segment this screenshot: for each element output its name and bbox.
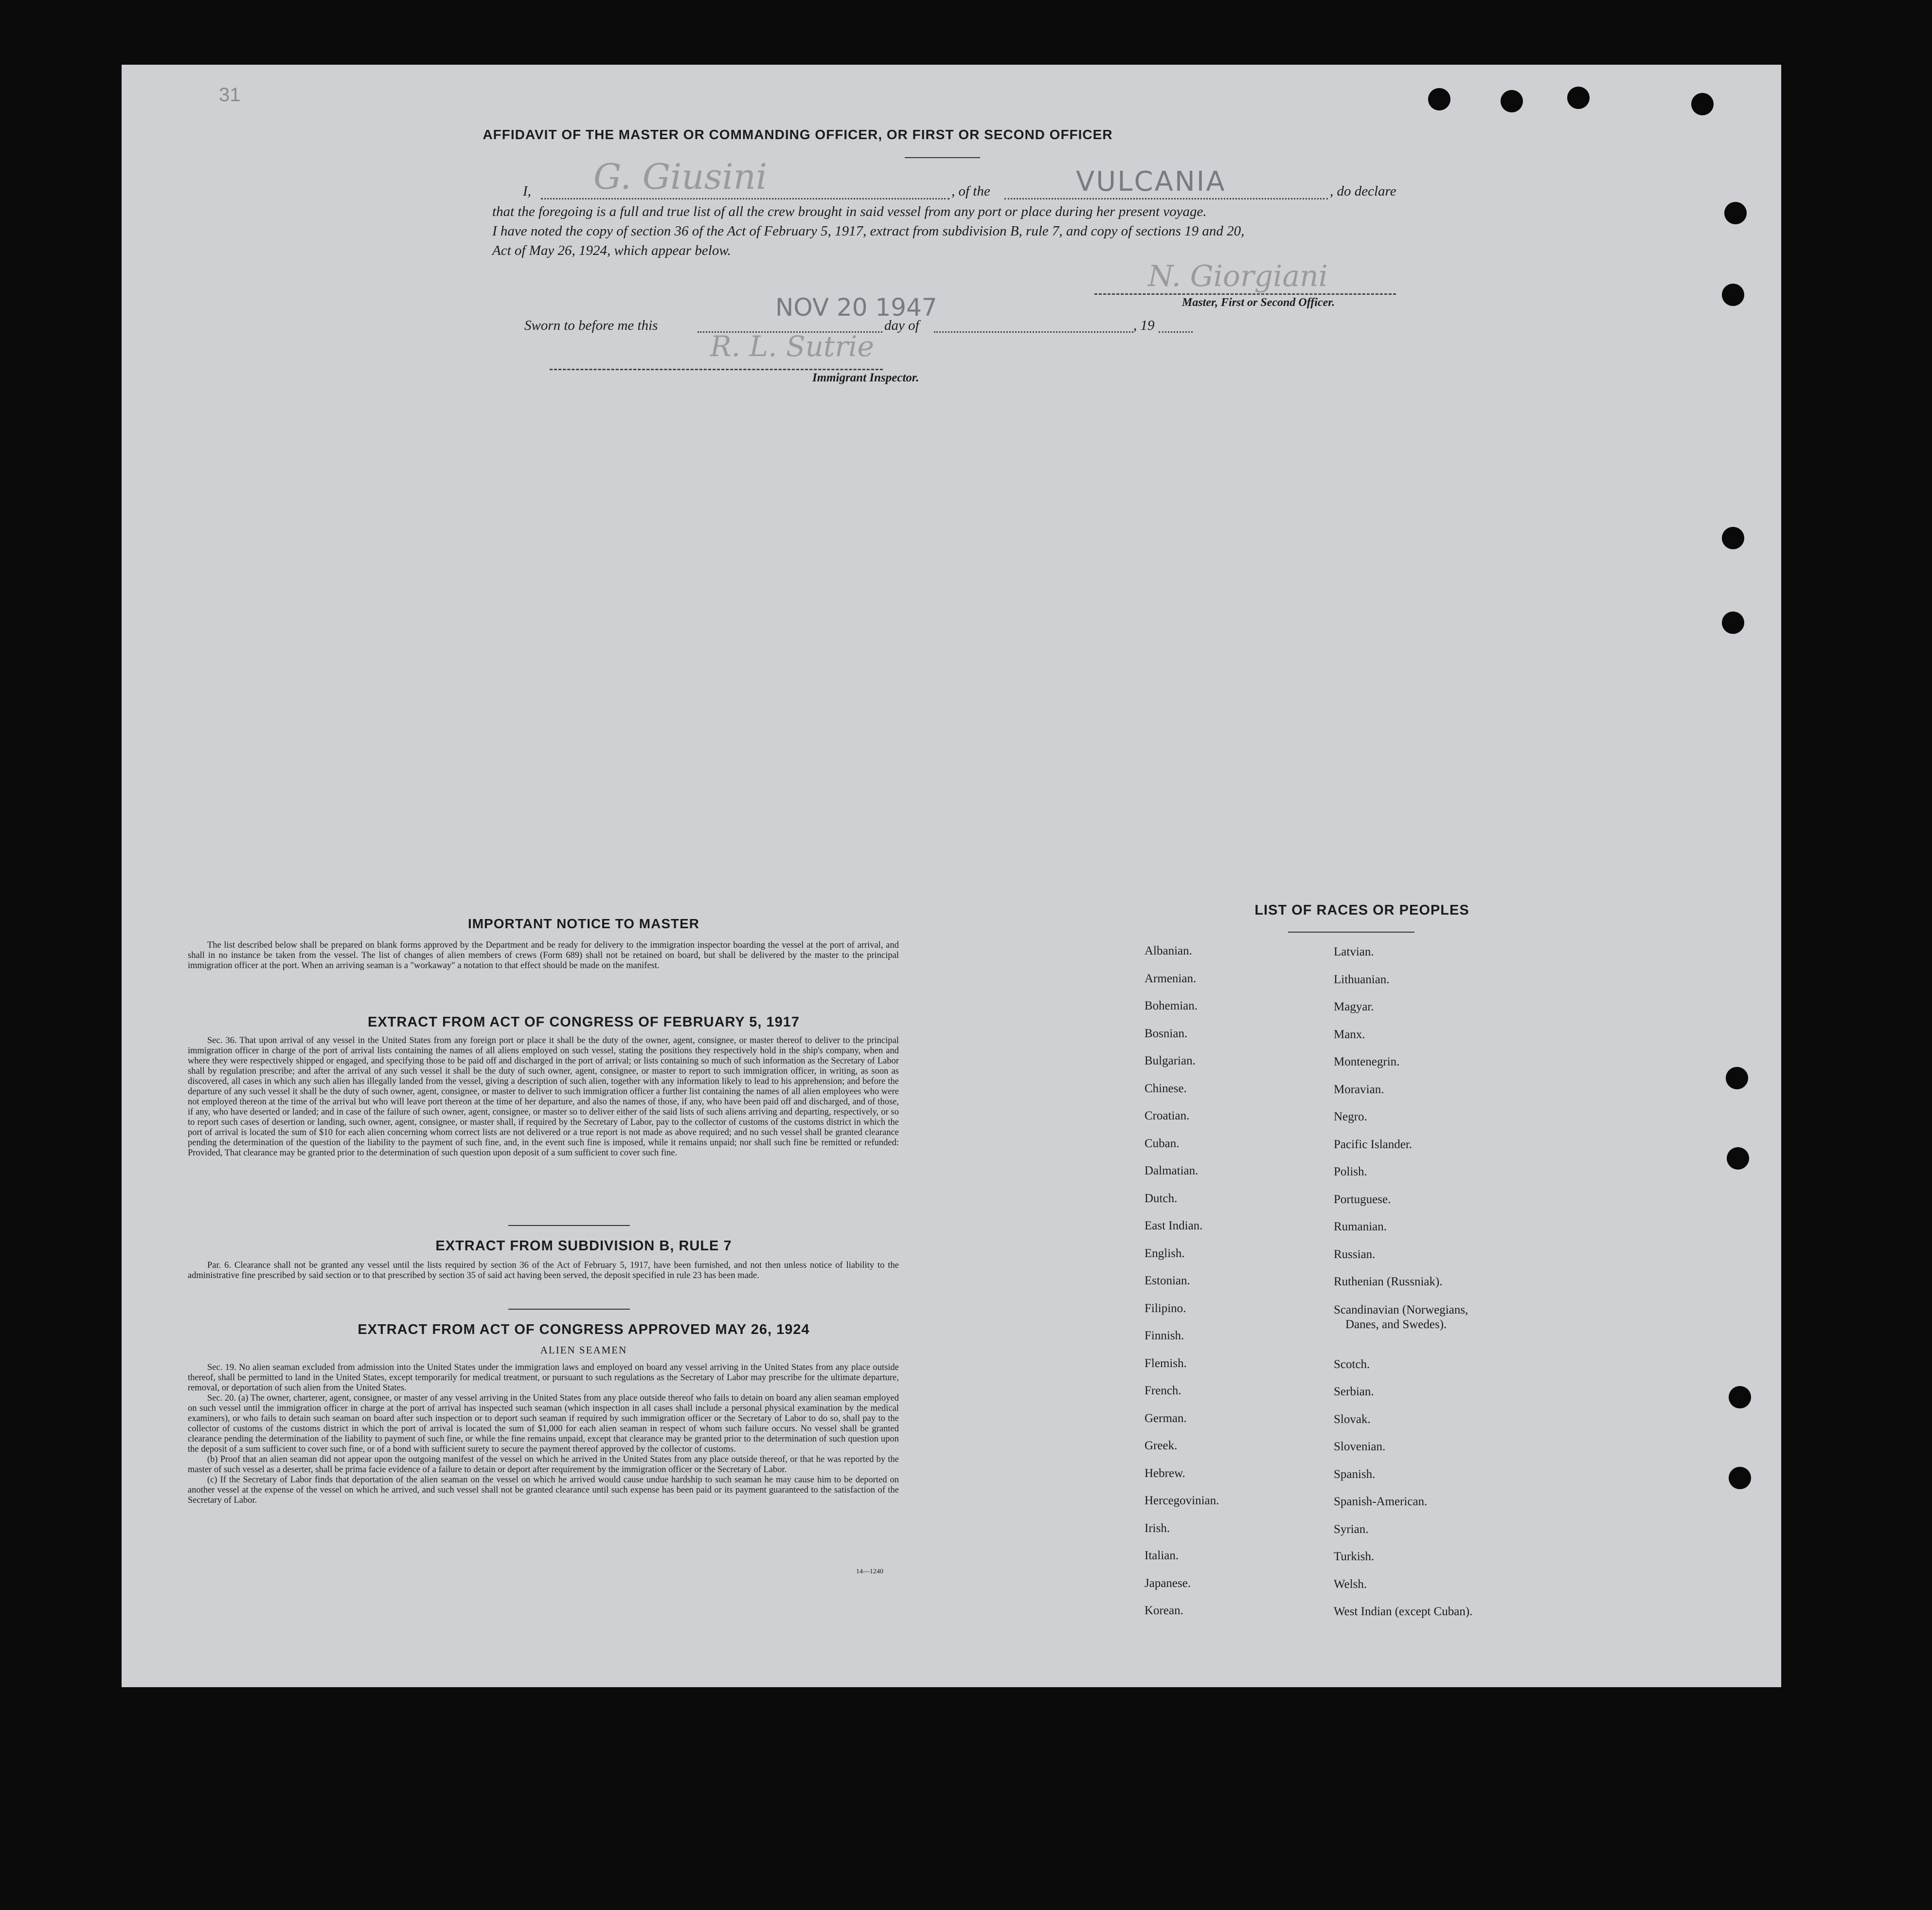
- race-item: Turkish.: [1334, 1550, 1375, 1563]
- race-item: Estonian.: [1145, 1274, 1190, 1287]
- race-item: Hebrew.: [1145, 1466, 1185, 1480]
- inspector-signature: R. L. Sutrie: [710, 330, 874, 363]
- binder-hole: [1729, 1467, 1751, 1489]
- races-heading: LIST OF RACES OR PEOPLES: [1254, 902, 1469, 918]
- race-item: Bulgarian.: [1145, 1054, 1196, 1067]
- sworn-label: Sworn to before me this: [524, 318, 658, 333]
- sec20c-paragraph: (c) If the Secretary of Labor finds that deportation of the alien seaman on the vessel on which he arrived would cause undue hardship to such seaman he may cause him to be deported on another vessel at the expense of the vessel on which he arrived, and such vessel shall not be granted clearance until such expense has been paid or its payment guaranteed to the satisfaction of the Secretary of Labor.: [188, 1475, 899, 1505]
- year-line: [1159, 331, 1193, 333]
- race-item: Hercegovinian.: [1145, 1494, 1219, 1507]
- day-of-label: day of: [884, 318, 919, 333]
- race-item: Korean.: [1145, 1604, 1183, 1617]
- races-col2: [1334, 945, 1472, 1633]
- affidavit-body-line3: Act of May 26, 1924, which appear below.: [492, 243, 731, 258]
- date-stamp: NOV 20 1947: [775, 293, 937, 322]
- subdivision-b-heading: EXTRACT FROM SUBDIVISION B, RULE 7: [435, 1238, 732, 1254]
- divider: [508, 1225, 630, 1226]
- binder-hole: [1726, 1067, 1748, 1089]
- affidavit-heading: AFFIDAVIT OF THE MASTER OR COMMANDING OFFICER, OR FIRST OR SECOND OFFICER: [483, 127, 1113, 142]
- race-item: East Indian.: [1145, 1219, 1203, 1232]
- binder-hole: [1501, 90, 1523, 112]
- race-item: Serbian.: [1334, 1385, 1374, 1398]
- of-the-label: , of the: [951, 183, 990, 199]
- notice-paragraph: The list described below shall be prepared on blank forms approved by the Department and be ready for delivery to the immigration inspector boarding the vessel at the port of arrival, and shall in no instance be taken from the vessel. The list of changes of alien members of crews (Form 689) shall not be retained on board, but shall be delivered by the master to the principal immigration officer at the port. When an arriving seaman is a "workaway" a notation to that effect should be made on the manifest.: [188, 940, 899, 971]
- extract-1924-heading: EXTRACT FROM ACT OF CONGRESS APPROVED MAY 26, 1924: [358, 1322, 810, 1337]
- race-item: Finnish.: [1145, 1329, 1184, 1342]
- binder-hole: [1428, 88, 1450, 110]
- race-item: Japanese.: [1145, 1576, 1191, 1590]
- inspector-sign-line: [550, 369, 883, 370]
- race-item: Dutch.: [1145, 1191, 1178, 1205]
- par6-paragraph: Par. 6. Clearance shall not be granted any vessel until the lists required by section 36 of the Act of February 5, 1917, have been furnished, and not then unless notice of liability to the administrative fine prescribed by said section or to that prescribed by section 35 of said act having been served, the deposit specified in rule 23 has been made.: [188, 1261, 899, 1280]
- binder-hole: [1567, 87, 1590, 109]
- race-item: Dalmatian.: [1145, 1164, 1199, 1177]
- race-item: Slovenian.: [1334, 1440, 1386, 1453]
- race-item: Latvian.: [1334, 945, 1374, 958]
- race-item: Manx.: [1334, 1027, 1365, 1041]
- race-item: Cuban.: [1145, 1136, 1180, 1150]
- divider: [508, 1309, 630, 1310]
- race-item: Syrian.: [1334, 1522, 1369, 1536]
- divider: [905, 157, 980, 158]
- race-item: Rumanian.: [1334, 1220, 1387, 1233]
- extract-1924-text: [188, 1363, 899, 1506]
- race-item: Polish.: [1334, 1165, 1367, 1178]
- race-item: Albanian.: [1145, 944, 1192, 957]
- signer-signature: G. Giusini: [593, 156, 768, 197]
- form-number: 14—1240: [856, 1568, 883, 1575]
- race-item: Irish.: [1145, 1521, 1170, 1535]
- binder-hole: [1722, 612, 1744, 634]
- binder-hole: [1724, 202, 1747, 224]
- race-item: Italian.: [1145, 1549, 1179, 1562]
- race-item-line: Danes, and Swedes).: [1345, 1317, 1447, 1331]
- race-item: Scotch.: [1334, 1357, 1370, 1371]
- race-item: West Indian (except Cuban).: [1334, 1605, 1473, 1618]
- divider: [1288, 932, 1414, 933]
- sec19-paragraph: Sec. 19. No alien seaman excluded from admission into the United States under the immigration laws and employed on board any vessel arriving in the United States from any place outside thereof, shall be permitted to land in the United States, except temporarily for medical treatment, or pursuant to such regulations as the Secretary of Labor may prescribe for the ultimate departure, removal, or deportation of such alien from the United States.: [188, 1363, 899, 1393]
- race-item-line: Scandinavian (Norwegians,: [1334, 1303, 1468, 1316]
- race-item: Spanish-American.: [1334, 1495, 1428, 1508]
- master-signature: N. Giorgiani: [1148, 259, 1328, 293]
- race-item: Pacific Islander.: [1334, 1137, 1413, 1151]
- race-item: Slovak.: [1334, 1412, 1371, 1426]
- year-label: , 19: [1133, 318, 1155, 333]
- sec36-paragraph: Sec. 36. That upon arrival of any vessel in the United States from any foreign port or place it shall be the duty of the owner, agent, consignee, or master thereof to deliver to the principal immigration officer in charge of the port of arrival lists containing the names of all aliens employed on such vessel, stating the positions they respectively hold in the ship's company, when and where they were respectively shipped or engaged, and specifying those to be paid off and discharged in the port of arrival; or lists containing so much of such information as the Secretary of Labor shall by regulation prescribe; and after the arrival of any such vessel it shall be the duty of such owner, agent, consignee, or master to report to such immigration officer, in writing, as soon as discovered, all cases in which any such alien has illegally landed from the vessel, giving a description of such alien, together with any information likely to lead to his apprehension; and before the departure of any such vessel it shall be the duty of such owner, agent, consignee, or master to deliver to such immigration officer a further list containing the names of all alien employees who were not employed thereon at the time of the arrival but who will leave port thereon at the time of her departure, and also the names of those, if any, who have been paid off and discharged, and of those, if any, who have deserted or landed; and in case of the failure of such owner, agent, consignee, or master so to deliver either of the said lists of such aliens arriving and departing, respectively, or so to report such cases of desertion or landing, such owner, agent, consignee, or master shall, if required by the Secretary of Labor, pay to the collector of customs of the customs district in which the port of arrival is located the sum of $10 for each alien concerning whom correct lists are not delivered or a true report is not made as above required; and no such vessel shall be granted clearance pending the determination of the question of the liability to the payment of such fine, and, in the event such fine is imposed, while it remains unpaid; nor shall such fine be remitted or refunded: Provided, That clearance may be granted prior to the determination of such question upon deposit of a sum sufficient to cover such fine.: [188, 1036, 899, 1158]
- month-line: [934, 331, 1133, 333]
- race-item: Ruthenian (Russniak).: [1334, 1275, 1443, 1288]
- race-item: Filipino.: [1145, 1301, 1186, 1315]
- extract-1917-heading: EXTRACT FROM ACT OF CONGRESS OF FEBRUARY 5, 1917: [367, 1014, 800, 1030]
- race-item: Montenegrin.: [1334, 1055, 1400, 1068]
- binder-hole: [1729, 1386, 1751, 1408]
- vessel-name: VULCANIA: [1076, 166, 1226, 198]
- form-sheet: [122, 65, 1781, 1687]
- binder-hole: [1722, 284, 1744, 306]
- race-item: [1334, 1303, 1472, 1358]
- races-col1: [1145, 944, 1219, 1632]
- race-item: German.: [1145, 1411, 1187, 1425]
- sec20a-paragraph: Sec. 20. (a) The owner, charterer, agent, consignee, or master of any vessel arriving in the United States from any place outside thereof who fails to detain on board any alien seaman employed on such vessel until the immigration officer in charge at the port of arrival has inspected such seaman (which inspection in all cases shall include a personal physical examination by the medical examiners), or who fails to detain such seaman on board after such inspection or to deport such seaman if required by such immigration officer or the Secretary of Labor to do so, shall pay to the collector of customs of the customs district in which the port of arrival is located the sum of $1,000 for each alien seaman in respect of whom such failure occurs. No vessel shall be granted clearance pending the determination of the liability to payment of such fine, or while the fine remains unpaid, except that clearance may be granted prior to the determination of such question upon the deposit of a sum sufficient to cover such fine, or of a bond with sufficient surety to secure the payment thereof approved by the collector of customs.: [188, 1393, 899, 1454]
- page-mark: 31: [219, 84, 241, 106]
- race-item: Moravian.: [1334, 1082, 1384, 1096]
- binder-hole: [1691, 93, 1714, 115]
- extract-1917-text: [188, 1036, 899, 1158]
- binder-hole: [1727, 1147, 1749, 1170]
- do-declare-label: , do declare: [1330, 183, 1396, 199]
- affidavit-body-line2: I have noted the copy of section 36 of the Act of February 5, 1917, extract from subdivision B, rule 7, and copy of sections 19 and 20,: [492, 223, 1245, 239]
- race-item: Flemish.: [1145, 1356, 1187, 1370]
- race-item: Spanish.: [1334, 1467, 1376, 1481]
- subdivision-b-text: [188, 1261, 899, 1281]
- notice-text: [188, 940, 899, 971]
- inspector-label: Immigrant Inspector.: [812, 371, 919, 384]
- race-item: Bohemian.: [1145, 999, 1198, 1012]
- race-item: Lithuanian.: [1334, 973, 1390, 986]
- race-item: Bosnian.: [1145, 1027, 1188, 1040]
- vessel-line: [1004, 198, 1328, 199]
- race-item: Portuguese.: [1334, 1192, 1391, 1206]
- master-sign-line: [1094, 293, 1396, 295]
- race-item: Croatian.: [1145, 1109, 1190, 1122]
- signer-line: [541, 198, 949, 199]
- master-label: Master, First or Second Officer.: [1182, 296, 1335, 309]
- race-item: Russian.: [1334, 1247, 1376, 1261]
- race-item: Magyar.: [1334, 1000, 1374, 1013]
- race-item: Chinese.: [1145, 1081, 1187, 1095]
- race-item: Negro.: [1334, 1110, 1367, 1123]
- sec20b-paragraph: (b) Proof that an alien seaman did not appear upon the outgoing manifest of the vessel on which he arrived in the United States from any place outside thereof, or that he was reported by the master of such vessel as a deserter, shall be prima facie evidence of a failure to detain or deport after requirement by the immigration officer or the Secretary of Labor.: [188, 1455, 899, 1475]
- race-item: French.: [1145, 1384, 1181, 1397]
- affidavit-body-line1: that the foregoing is a full and true list of all the crew brought in said vessel from any port or place during her present voyage.: [492, 204, 1207, 219]
- alien-seamen-subheading: ALIEN SEAMEN: [540, 1344, 627, 1356]
- binder-hole: [1722, 527, 1744, 549]
- i-label: I,: [523, 183, 531, 199]
- race-item: Welsh.: [1334, 1577, 1367, 1591]
- race-item: Greek.: [1145, 1439, 1178, 1452]
- race-item: English.: [1145, 1246, 1185, 1260]
- race-item: Armenian.: [1145, 972, 1197, 985]
- notice-heading: IMPORTANT NOTICE TO MASTER: [467, 916, 700, 931]
